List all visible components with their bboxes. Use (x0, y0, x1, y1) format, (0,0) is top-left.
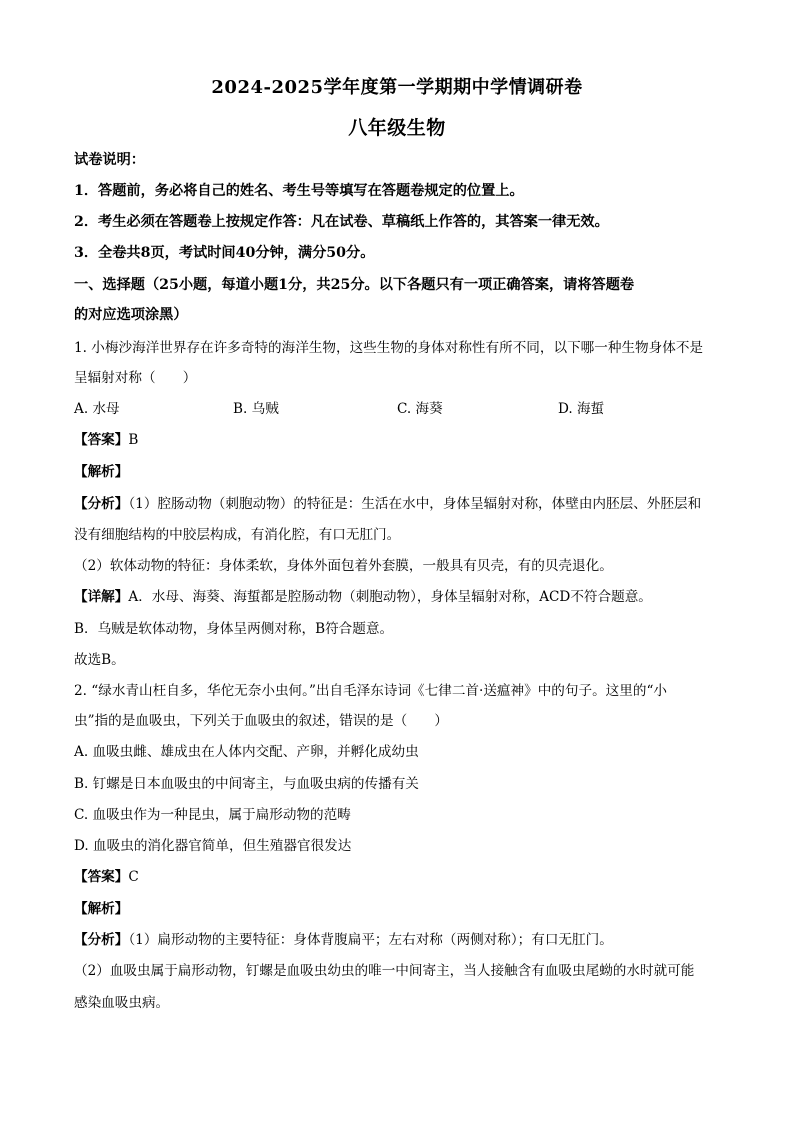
q1-detail-line2: B．乌贼是软体动物，身体呈两侧对称，B符合题意。 (74, 621, 394, 637)
q1-fenxi (74, 494, 724, 514)
question-2-stem: 2. “绿水青山枉自多，华佗无奈小虫何。”出自毛泽东诗词《七律二首·送瘟神》中的句子。这里的“小 (74, 683, 668, 699)
q2-fenxi-line3: 感染血吸虫病。 (74, 995, 170, 1011)
q1-option-a: A. 水母 (74, 401, 120, 417)
q1-option-d: D. 海蜇 (558, 401, 605, 417)
q2-option-c: C. 血吸虫作为一种昆虫，属于扁形动物的范畴 (74, 807, 351, 823)
answer-value: C (128, 869, 139, 885)
q1-option-c: C. 海葵 (397, 401, 443, 417)
fenxi-tag: 【分析】 (74, 496, 129, 512)
q1-analysis-tag: 【解析】 (74, 464, 129, 480)
q2-fenxi-line2: （2）血吸虫属于扁形动物，钉螺是血吸虫幼虫的唯一中间寄主，当人接触含有血吸虫尾蚴的水时就可能 (74, 963, 695, 979)
fenxi-tag: 【分析】 (74, 932, 129, 948)
fenxi-text: （1）扁形动物的主要特征：身体背腹扁平；左右对称（两侧对称）；有口无肛门。 (128, 932, 613, 948)
instruction-item: 3．全卷共8页，考试时间40分钟，满分50分。 (74, 245, 375, 261)
q2-analysis-tag: 【解析】 (74, 901, 129, 917)
q1-fenxi-line3: （2）软体动物的特征：身体柔软，身体外面包着外套膜，一般具有贝壳，有的贝壳退化。 (74, 558, 613, 574)
instructions-heading: 试卷说明： (74, 152, 145, 168)
fenxi-text: （1）腔肠动物（刺胞动物）的特征是：生活在水中，身体呈辐射对称，体壁由内胚层、外胚层和 (128, 496, 702, 512)
section-heading-cont: 的对应选项涂黑） (74, 307, 188, 323)
q2-option-b: B. 钉螺是日本血吸虫的中间寄主，与血吸虫病的传播有关 (74, 776, 419, 792)
answer-tag: 【答案】 (74, 432, 129, 448)
question-1-stem: 1. 小梅沙海洋世界存在许多奇特的海洋生物，这些生物的身体对称性有所不同，以下哪一种生物身体不是 (74, 340, 704, 356)
page-subtitle: 八年级生物 (348, 117, 446, 139)
answer-tag: 【答案】 (74, 869, 129, 885)
question-2-stem-cont: 虫”指的是血吸虫，下列关于血吸虫的叙述，错误的是（ ） (74, 713, 448, 729)
q2-option-a: A. 血吸虫雌、雄成虫在人体内交配、产卵，并孵化成幼虫 (74, 744, 419, 760)
detail-text: A．水母、海葵、海蜇都是腔肠动物（刺胞动物），身体呈辐射对称，ACD不符合题意。 (128, 589, 652, 605)
section-heading: 一、选择题（25小题，每道小题1分，共25分。以下各题只有一项正确答案，请将答题卷 (74, 277, 635, 293)
instruction-item: 1．答题前，务必将自己的姓名、考生号等填写在答题卷规定的位置上。 (74, 183, 524, 199)
instruction-item: 2．考生必须在答题卷上按规定作答：凡在试卷、草稿纸上作答的，其答案一律无效。 (74, 214, 609, 230)
question-1-stem-cont: 呈辐射对称（ ） (74, 370, 197, 386)
detail-tag: 【详解】 (74, 589, 129, 605)
q2-option-d: D. 血吸虫的消化器官简单，但生殖器官很发达 (74, 838, 352, 854)
q2-answer (74, 867, 724, 887)
q1-answer (74, 430, 724, 450)
q1-conclusion: 故选B。 (74, 652, 125, 668)
q1-detail (74, 587, 724, 607)
q1-option-b: B. 乌贼 (233, 401, 279, 417)
q2-fenxi (74, 930, 724, 950)
q1-fenxi-cont: 没有细胞结构的中胶层构成，有消化腔，有口无肛门。 (74, 527, 401, 543)
page-title: 2024-2025学年度第一学期期中学情调研卷 (211, 77, 583, 98)
answer-value: B (128, 432, 139, 448)
